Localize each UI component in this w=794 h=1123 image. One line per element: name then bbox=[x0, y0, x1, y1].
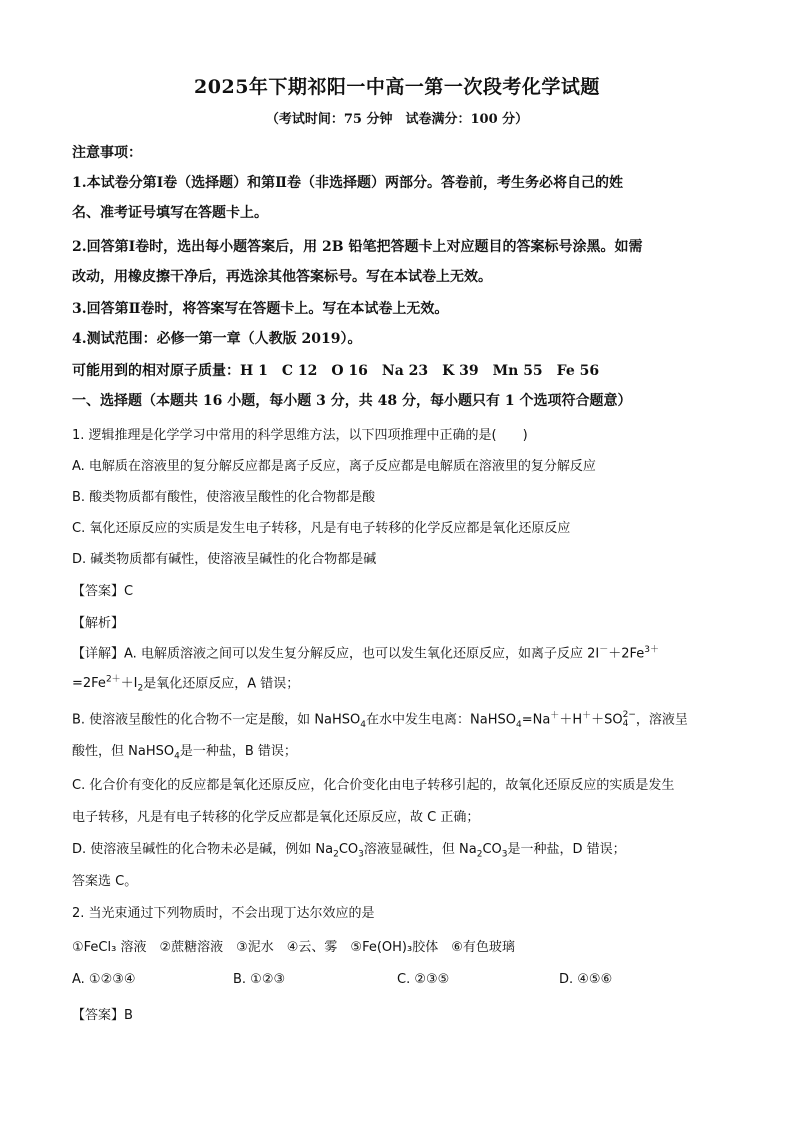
answer-value: C bbox=[124, 584, 134, 599]
explain-text: 酸性，但 NaHSO bbox=[72, 744, 175, 759]
explain-text: 在水中发生电离：NaHSO bbox=[366, 712, 516, 728]
note-1a: 1.本试卷分第Ⅰ卷（选择题）和第Ⅱ卷（非选择题）两部分。答卷前，考生务必将自己的姓 bbox=[72, 175, 623, 191]
q1-explain-c2: 电子转移，凡是有电子转移的化学反应都是氧化还原反应，故 C 正确； bbox=[72, 810, 480, 825]
explain-text: 是一种盐，B 错误； bbox=[179, 744, 297, 759]
section-heading: 一、选择题（本题共 16 小题，每小题 3 分，共 48 分，每小题只有 1 个选项符合题意） bbox=[72, 393, 632, 409]
q2-option-b: B. ①②③ bbox=[233, 972, 286, 987]
explain-text: ，溶液呈 bbox=[635, 712, 688, 728]
q2-option-c: C. ②③⑤ bbox=[397, 972, 450, 987]
q1-explain-a1: 【详解】A. 电解质溶液之间可以发生复分解反应，也可以发生氧化还原反应，如离子反应 $2I^-+2Fe^{3+}$ bbox=[72, 645, 659, 662]
page-title: 2025年下期祁阳一中高一第一次段考化学试题 bbox=[194, 76, 600, 98]
explain-text: 是氧化还原反应，A 错误； bbox=[143, 676, 300, 692]
q1-conclusion: 答案选 C。 bbox=[72, 874, 138, 889]
answer-label: 【答案】 bbox=[72, 1008, 125, 1023]
explain-text: 是一种盐，D 错误； bbox=[507, 842, 626, 857]
q1-explain-d: D. 使溶液呈碱性的化合物未必是碱，例如 $Na_2CO_3$溶液显碱性，但 $Na_2CO_3$是一种盐，D 错误； bbox=[72, 842, 626, 860]
notes-heading: 注意事项： bbox=[72, 145, 142, 161]
explain-text: B. 使溶液呈酸性的化合物不一定是酸，如 NaHSO bbox=[72, 712, 361, 728]
q1-option-d: D. 碱类物质都有碱性，使溶液呈碱性的化合物都是碱 bbox=[72, 552, 377, 567]
explain-text: A. 电解质溶液之间可以发生复分解反应，也可以发生氧化还原反应，如离子反应 2I bbox=[124, 646, 600, 662]
q2-items: ①FeCl₃ 溶液 ②蔗糖溶液 ③泥水 ④云、雾 ⑤Fe(OH)₃胶体 ⑥有色玻璃 bbox=[72, 940, 515, 955]
q2-stem: 2. 当光束通过下列物质时，不会出现丁达尔效应的是 bbox=[72, 906, 375, 921]
q1-option-c: C. 氧化还原反应的实质是发生电子转移，凡是有电子转移的化学反应都是氧化还原反应 bbox=[72, 521, 571, 536]
q1-explain-b1: B. 使溶液呈酸性的化合物不一定是酸，如 NaHSO$_4$在水中发生电离：NaHSO$_4$=Na＋＋H＋＋SO 2− 4 ，溶液呈 bbox=[72, 709, 688, 730]
page-subtitle: （考试时间：75 分钟 试卷满分：100 分） bbox=[265, 112, 529, 127]
equation: $=2Fe^{2+}+I_2$ bbox=[72, 675, 144, 694]
q2-option-d: D. ④⑤⑥ bbox=[559, 972, 613, 987]
q1-explain-a2 bbox=[72, 672, 732, 694]
q1-analysis-label: 【解析】 bbox=[72, 616, 125, 631]
q1-explain-b2: 酸性，但 NaHSO$_4$是一种盐，B 错误； bbox=[72, 744, 297, 762]
q1-option-a: A. 电解质在溶液里的复分解反应都是离子反应，离子反应都是电解质在溶液里的复分解反应 bbox=[72, 459, 596, 474]
atomic-masses: 可能用到的相对原子质量：H 1 C 12 O 16 Na 23 K 39 Mn 55 Fe 56 bbox=[72, 363, 600, 379]
explain-text: D. 使溶液呈碱性的化合物未必是碱，例如 Na bbox=[72, 842, 334, 857]
explain-text: 溶液显碱性，但 Na bbox=[363, 842, 477, 857]
note-2b: 改动，用橡皮擦干净后，再选涂其他答案标号。写在本试卷上无效。 bbox=[72, 269, 492, 285]
note-3: 3.回答第Ⅱ卷时，将答案写在答题卡上。写在本试卷上无效。 bbox=[72, 301, 449, 317]
q2-option-a: A. ①②③④ bbox=[72, 972, 136, 987]
q2-answer bbox=[72, 1004, 732, 1023]
answer-value: B bbox=[124, 1008, 133, 1023]
q1-option-b: B. 酸类物质都有酸性，使溶液呈酸性的化合物都是酸 bbox=[72, 490, 376, 505]
detail-label: 【详解】 bbox=[72, 646, 125, 662]
note-1b: 名、准考证号填写在答题卡上。 bbox=[72, 205, 268, 221]
note-2a: 2.回答第Ⅰ卷时，选出每小题答案后，用 2B 铅笔把答题卡上对应题目的答案标号涂黑。如需 bbox=[72, 239, 643, 255]
q1-stem: 1. 逻辑推理是化学学习中常用的科学思维方法，以下四项推理中正确的是( ) bbox=[72, 428, 528, 443]
note-4: 4.测试范围：必修一第一章（人教版 2019）。 bbox=[72, 331, 362, 347]
answer-label: 【答案】 bbox=[72, 584, 125, 599]
q1-explain-c1: C. 化合价有变化的反应都是氧化还原反应，化合价变化由电子转移引起的，故氧化还原反应的实质是发生 bbox=[72, 778, 675, 793]
q1-answer bbox=[72, 580, 732, 599]
